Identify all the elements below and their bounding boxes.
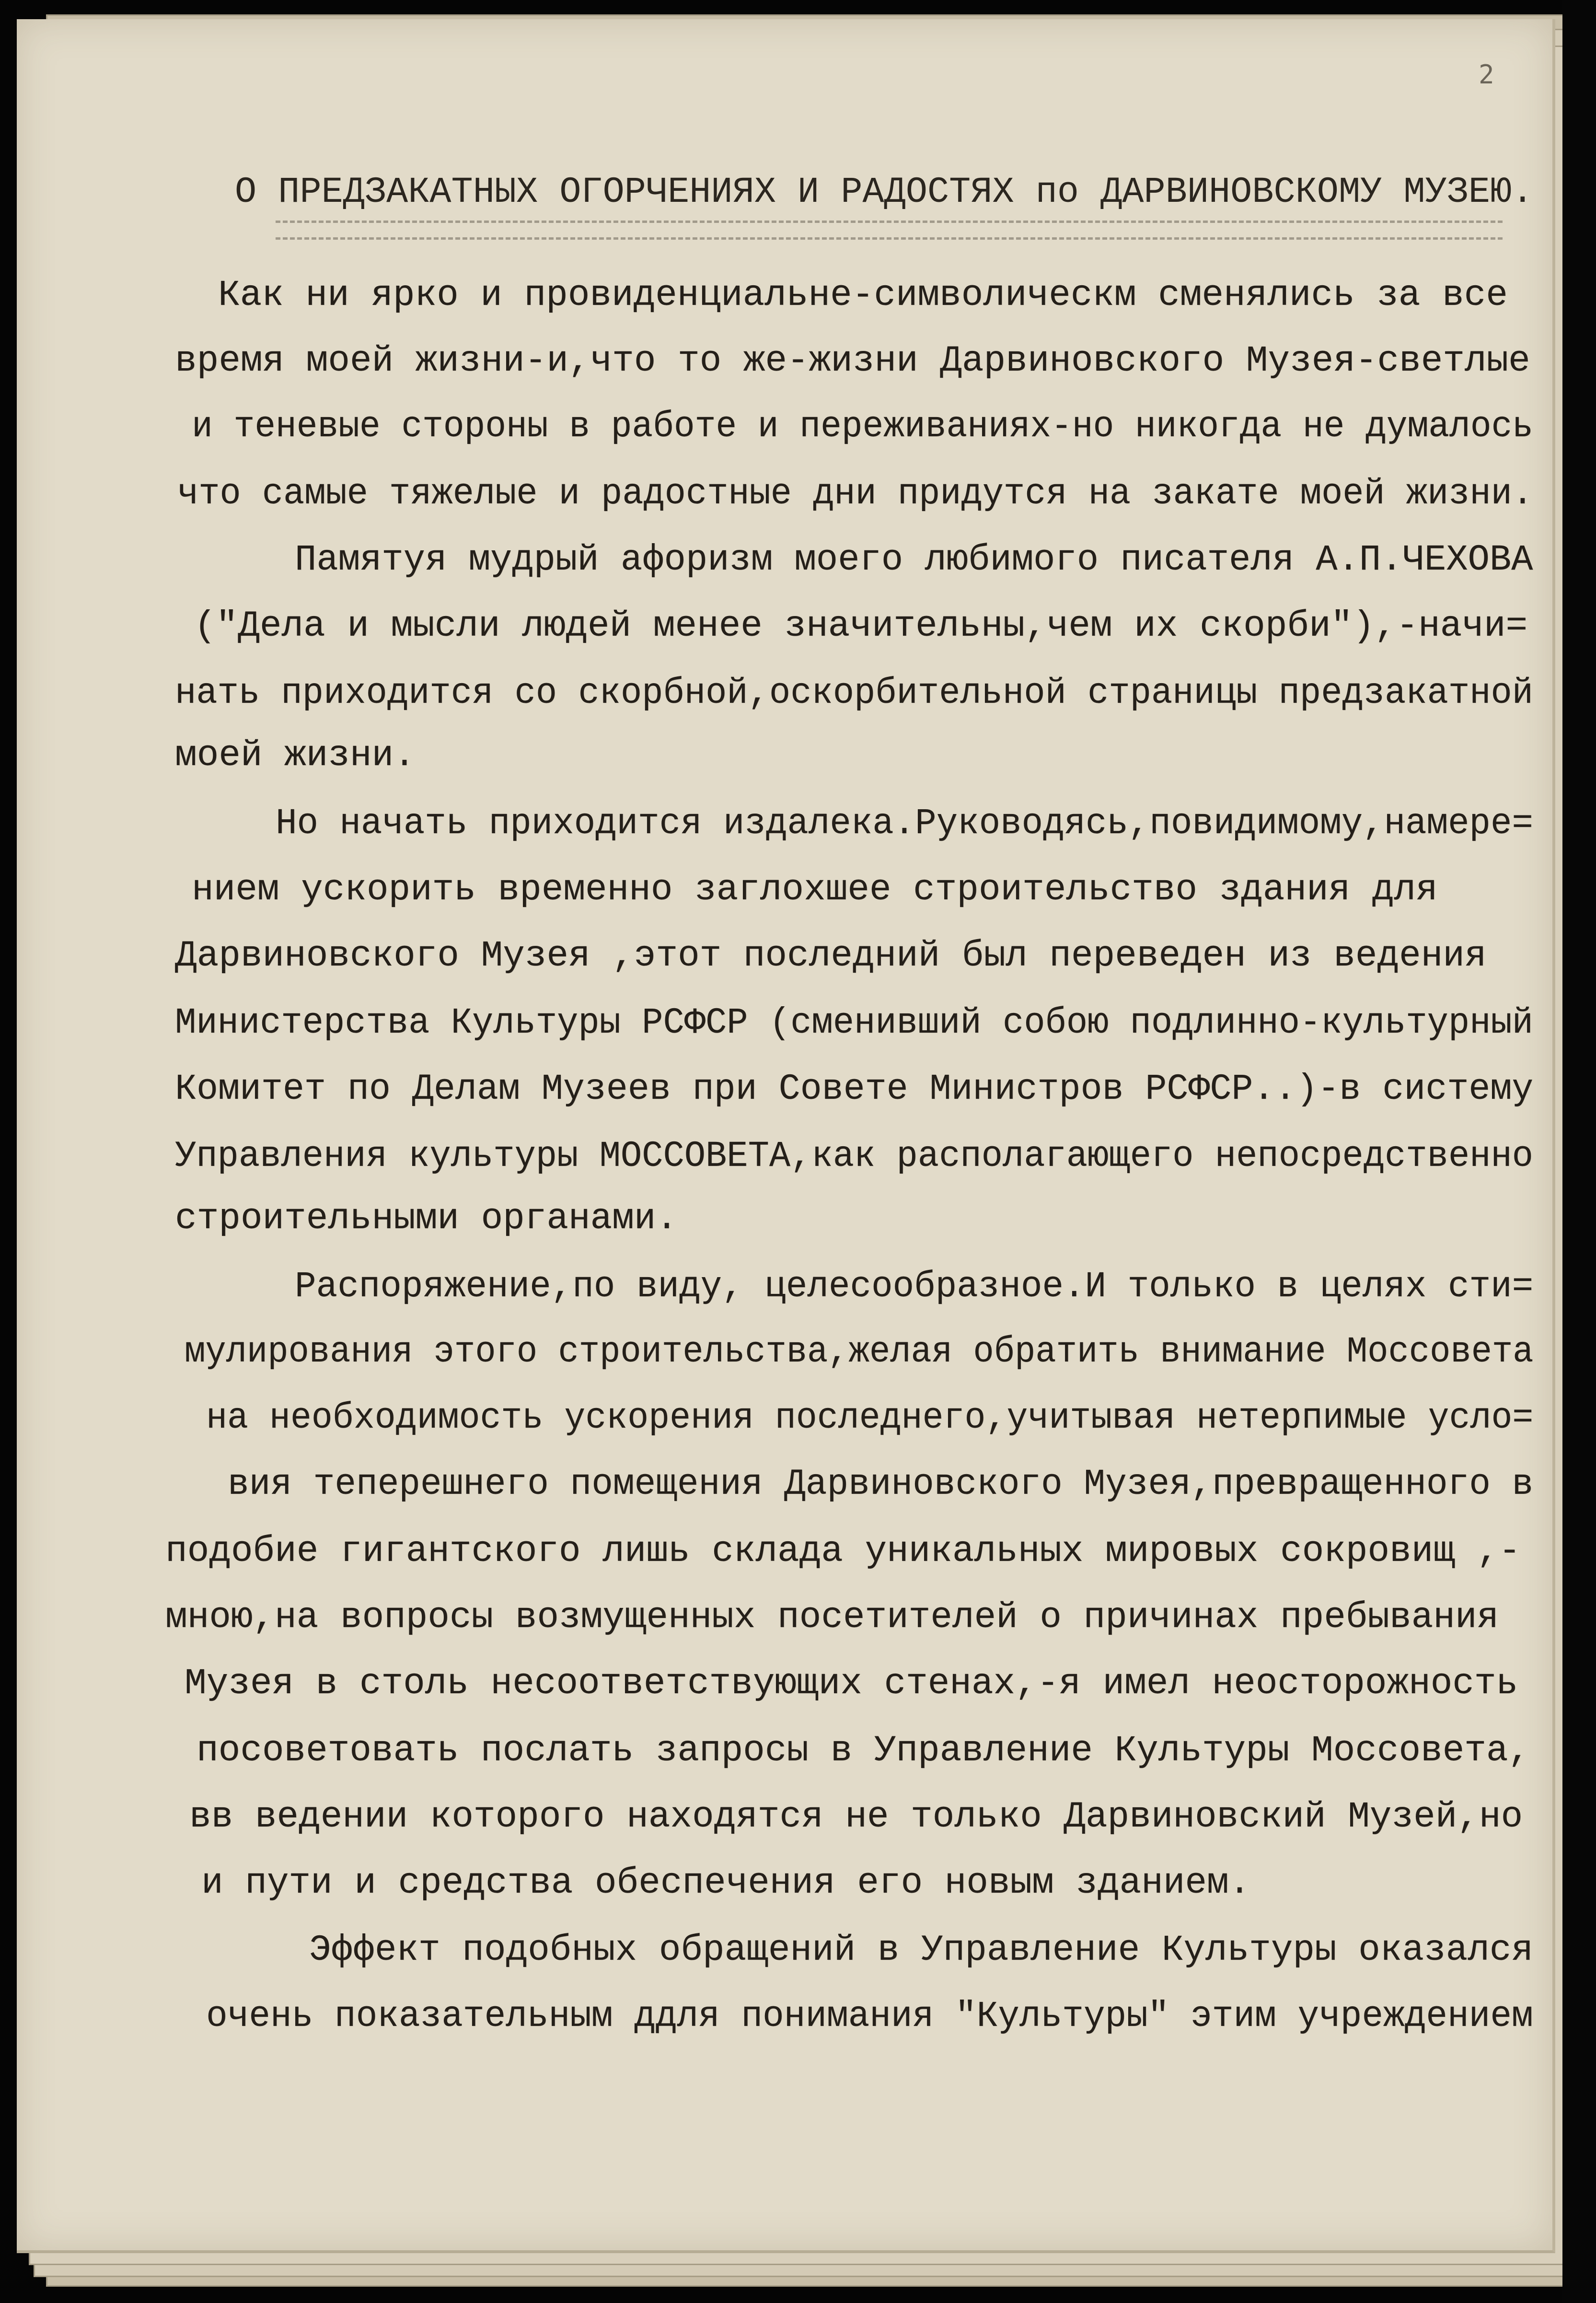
page-number: 2 bbox=[1479, 59, 1494, 90]
body-text bbox=[17, 19, 1555, 2253]
text-line: подобие гигантского лишь склада уникальных мировых сокровищ ,- bbox=[165, 1531, 1521, 1572]
text-line: Дарвиновского Музея ,этот последний был переведен из ведения bbox=[175, 935, 1487, 977]
text-line: Памятуя мудрый афоризм моего любимого писателя А.П.ЧЕХОВА bbox=[295, 539, 1533, 581]
text-line: нать приходится со скорбной,оскорбительной страницы предзакатной bbox=[175, 673, 1533, 714]
page-title: О ПРЕДЗАКАТНЫХ ОГОРЧЕНИЯХ И РАДОСТЯХ по ДАРВИНОВСКОМУ МУЗЕЮ. bbox=[235, 172, 1534, 213]
text-line: мною,на вопросы возмущенных посетителей о причинах пребывания bbox=[165, 1597, 1499, 1638]
text-line: очень показательным ддля понимания "Культуры" этим учреждением bbox=[206, 1996, 1533, 2037]
text-line: Комитет по Делам Музеев при Совете Министров РСФСР..)-в систему bbox=[175, 1069, 1534, 1110]
text-line: вв ведении которого находятся не только Дарвиновский Музей,но bbox=[189, 1796, 1523, 1838]
text-line: на необходимость ускорения последнего,учитывая нетерпимые усло= bbox=[206, 1397, 1534, 1439]
text-line: ("Дела и мысли людей менее значительны,чем их скорби"),-начи= bbox=[194, 605, 1528, 647]
text-line: и пути и средства обеспечения его новым зданием. bbox=[201, 1862, 1251, 1904]
text-line: что самые тяжелые и радостные дни придутся на закате моей жизни. bbox=[177, 473, 1533, 514]
text-line: вия теперешнего помещения Дарвиновского Музея,превращенного в bbox=[228, 1464, 1534, 1505]
text-line: время моей жизни-и,что то же-жизни Дарвиновского Музея-светлые bbox=[175, 340, 1530, 382]
text-line: посоветовать послать запросы в Управление Культуры Моссовета, bbox=[197, 1730, 1530, 1771]
text-line: Эффект подобных обращений в Управление Культуры оказался bbox=[309, 1930, 1534, 1971]
scan-edge bbox=[1562, 0, 1596, 2303]
text-line: мулирования этого строительства,желая обратить внимание Моссовета bbox=[185, 1331, 1534, 1372]
text-line: моей жизни. bbox=[175, 735, 416, 776]
text-line: Управления культуры МОССОВЕТА,как располагающего непосредственно bbox=[175, 1136, 1533, 1177]
text-line: Но начать приходится издалека.Руководясь,повидимому,намере= bbox=[276, 803, 1533, 844]
text-line: Министерства Культуры РСФСР (сменивший собою подлинно-культурный bbox=[175, 1002, 1533, 1044]
text-line: строительными органами. bbox=[175, 1198, 678, 1239]
text-line: Как ни ярко и провиденциальне-символическм сменялись за все bbox=[218, 275, 1508, 316]
typewritten-page bbox=[17, 19, 1555, 2253]
text-line: нием ускорить временно заглохшее строительство здания для bbox=[192, 869, 1438, 910]
text-line: Распоряжение,по виду, целесообразное.И только в целях сти= bbox=[295, 1266, 1534, 1307]
text-line: Музея в столь несоответствующих стенах,-я имел неосторожность bbox=[185, 1663, 1518, 1704]
text-line: и теневые стороны в работе и переживаниях-но никогда не думалось bbox=[192, 406, 1533, 447]
